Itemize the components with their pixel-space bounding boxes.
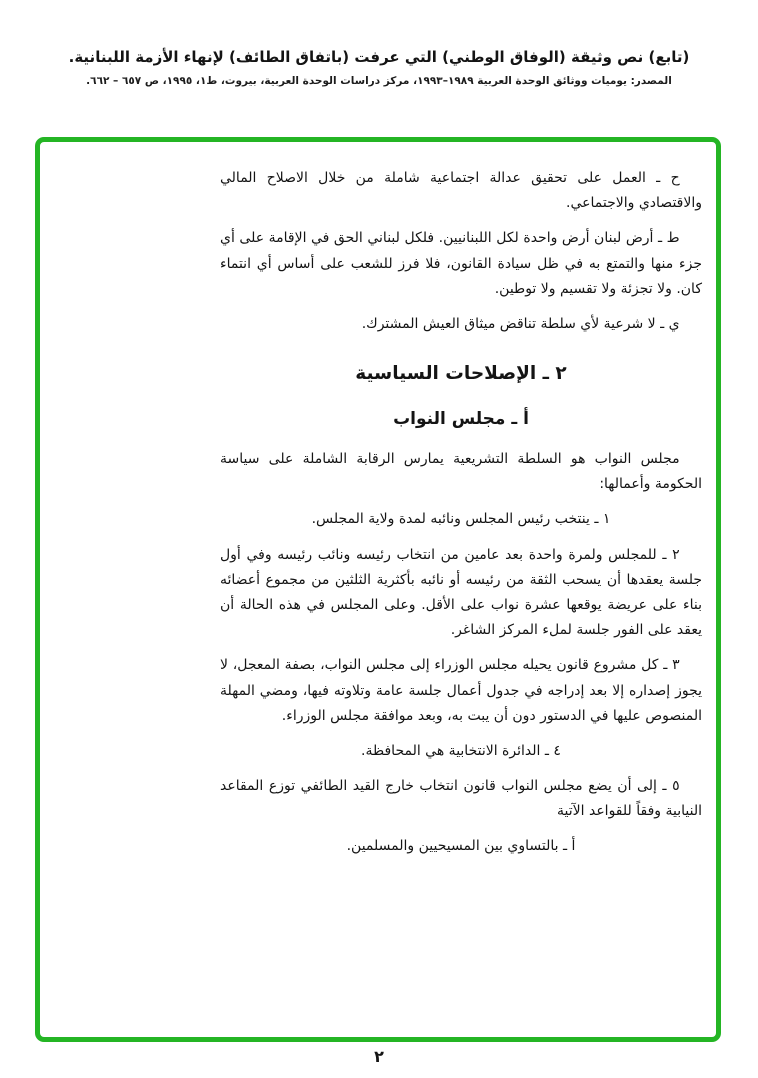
document-header <box>20 48 738 87</box>
clause-y: ي ـ لا شرعية لأي سلطة تناقض ميثاق العيش المشترك. <box>361 315 680 332</box>
item-4: ٤ ـ الدائرة الانتخابية هي المحافظة. <box>361 742 561 759</box>
document-body <box>220 166 702 870</box>
clause-t: ط ـ أرض لبنان أرض واحدة لكل اللبنانيين. فلكل لبناني الحق في الإقامة على أي جزء منها والتمتع به في ظل سيادة القانون، فلا فرز للشعب على أساس أي انتماء كان. ولا تجزئة ولا تقسيم ولا توطين. <box>220 230 702 297</box>
item-5-a: أ ـ بالتساوي بين المسيحيين والمسلمين. <box>346 838 576 855</box>
green-border-frame <box>35 137 721 1042</box>
section-title-political-reforms: ٢ ـ الإصلاحات السياسية <box>355 363 567 385</box>
item-3: ٣ ـ كل مشروع قانون يحيله مجلس الوزراء إلى مجلس النواب، بصفة المعجل، لا يجوز إصداره إلا بعد إدراجه في جدول أعمال جلسة عامة وتلاوته فيها، ومضي المهلة المنصوص عليها في الدستور دون أن يبت به، وبعد موافقة مجلس الوزراء. <box>220 657 702 724</box>
subsection-title-parliament: أ ـ مجلس النواب <box>393 409 529 430</box>
clause-h: ح ـ العمل على تحقيق عدالة اجتماعية شاملة من خلال الاصلاح المالي والاقتصادي والاجتماعي. <box>220 170 702 212</box>
page-number: ٢ <box>374 1047 384 1066</box>
document-source-line: المصدر: يوميات ووثائق الوحدة العربية ١٩٨٩–١٩٩٣، مركز دراسات الوحدة العربية، بيروت، ط١، ١٩٩٥، ص ٦٥٧ – ٦٦٢. <box>86 75 672 87</box>
item-5: ٥ ـ إلى أن يضع مجلس النواب قانون انتخاب خارج القيد الطائفي توزع المقاعد النيابية وفقاً للقواعد الآتية <box>220 778 702 820</box>
item-2: ٢ ـ للمجلس ولمرة واحدة بعد عامين من انتخاب رئيسه ونائب رئيسه وفي أول جلسة يعقدها أن يسحب الثقة من رئيسه أو نائبه بأكثرية الثلثين من مجموع أعضائه بناء على عريضة يوقعها عشرة نواب على الأقل. وعلى المجلس في هذه الحالة أن يعقد على الفور جلسة لملء المركز الشاغر. <box>220 546 702 639</box>
document-title: (تابع) نص وثيقة (الوفاق الوطني) التي عرفت (باتفاق الطائف) لإنهاء الأزمة اللبنانية. <box>68 48 690 66</box>
parliament-intro: مجلس النواب هو السلطة التشريعية يمارس الرقابة الشاملة على سياسة الحكومة وأعمالها: <box>220 451 702 493</box>
item-1: ١ ـ ينتخب رئيس المجلس ونائبه لمدة ولاية المجلس. <box>311 511 611 528</box>
